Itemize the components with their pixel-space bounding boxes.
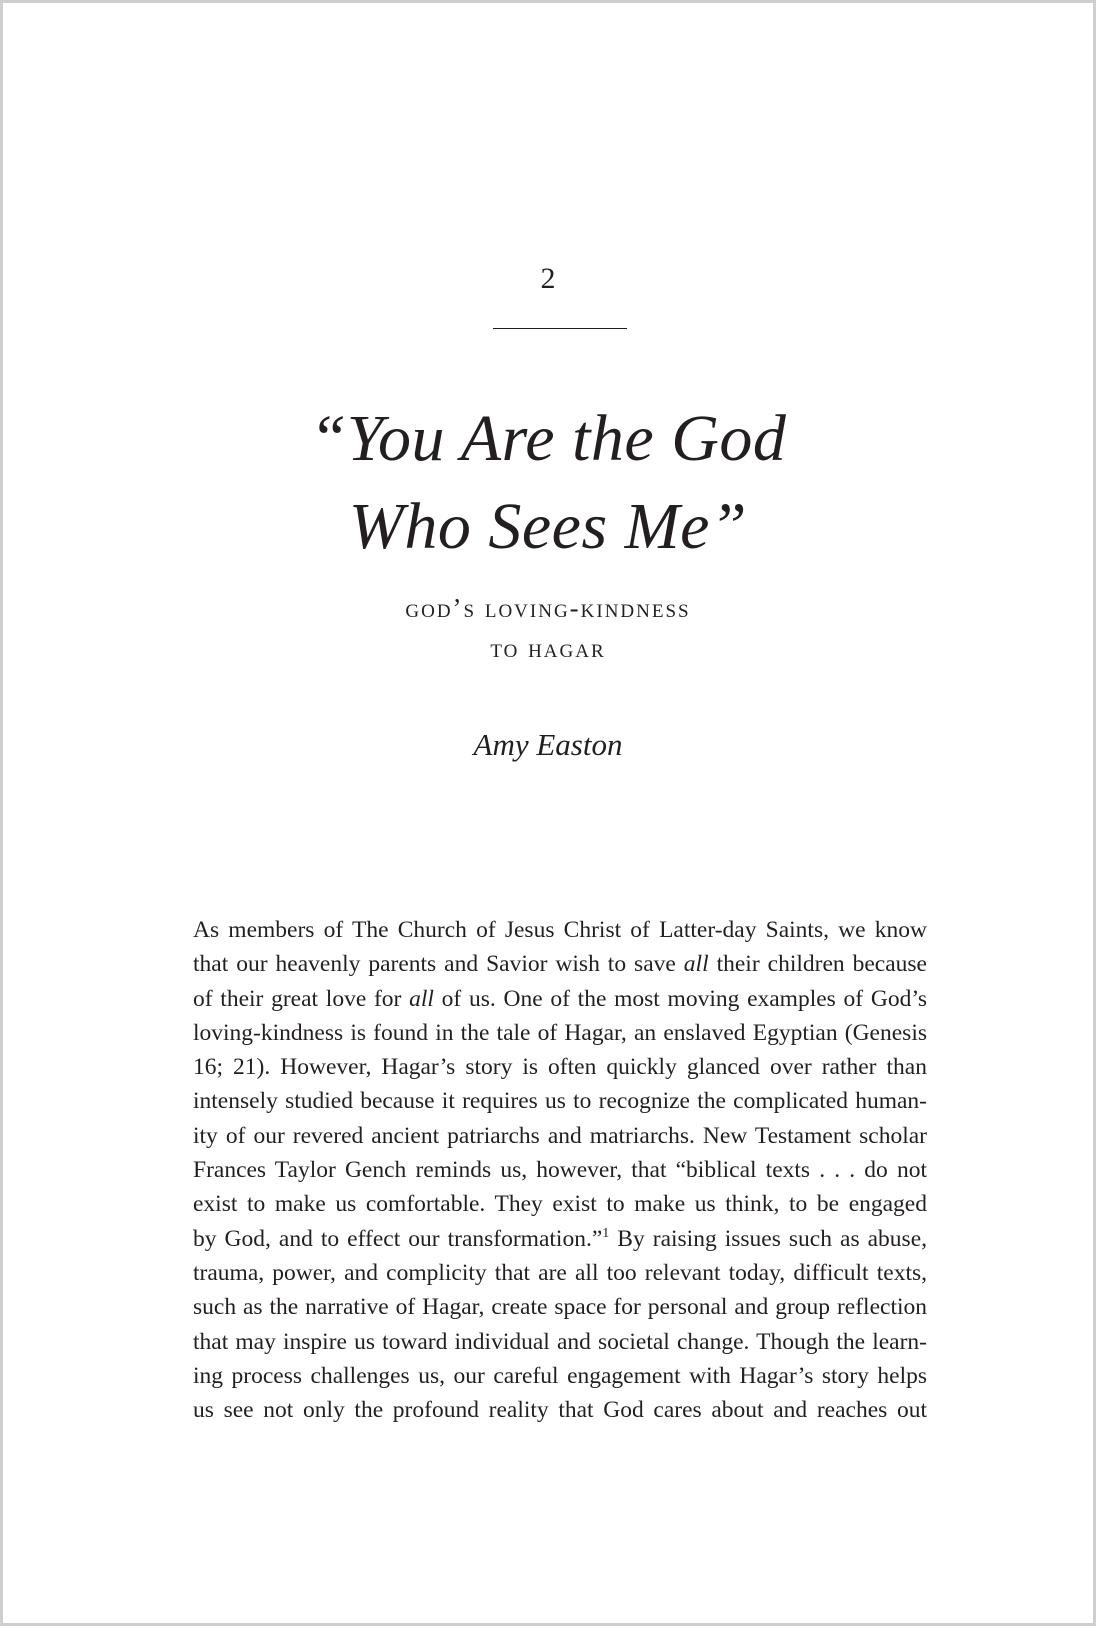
body-text-run: their children because [708, 951, 927, 978]
emphasis: all [409, 985, 434, 1012]
body-line [193, 1153, 927, 1187]
body-text-run: By raising issues such as abuse, [609, 1225, 927, 1252]
footnote-marker: 1 [602, 1225, 610, 1241]
chapter-number: 2 [540, 262, 556, 295]
body-text-run: by God, and to effect our transformation.” [193, 1225, 603, 1252]
body-text-run: ity of our revered ancient patriarchs and matriarchs. New Testament scholar [193, 1122, 927, 1149]
body-text-run: of their great love for [193, 985, 410, 1012]
body-text-run: 16; 21). However, Hagar’s story is often quickly glanced over rather than [193, 1054, 927, 1081]
body-paragraph [193, 913, 927, 1427]
body-line [193, 913, 927, 947]
chapter-title [3, 395, 1093, 571]
chapter-author: Amy Easton [473, 727, 623, 762]
body-text-run: that our heavenly parents and Savior wish to save [193, 951, 684, 978]
body-text-run: exist to make us comfortable. They exist to make us think, to be engaged [193, 1191, 927, 1218]
chapter-subtitle [3, 588, 1093, 668]
body-line [193, 1256, 927, 1290]
body-text-run: such as the narrative of Hagar, create space for personal and group reflection [193, 1294, 927, 1321]
chapter-subtitle-line: to hagar [490, 633, 606, 663]
body-text-run: that may inspire us toward individual and societal change. Though the learn- [193, 1328, 927, 1355]
body-line [193, 1222, 927, 1256]
emphasis: all [683, 951, 709, 978]
body-line [193, 1325, 927, 1359]
chapter-title-line: “You Are the God [309, 402, 787, 475]
body-text-run: loving-kindness is found in the tale of Hagar, an enslaved Egyptian (Genesis [193, 1019, 927, 1046]
body-text-run: As members of The Church of Jesus Christ of Latter-day Saints, we know [193, 917, 927, 943]
chapter-subtitle-line: god’s loving-kindness [405, 593, 691, 623]
body-line [193, 982, 927, 1016]
body-line [193, 1016, 927, 1050]
body-text-run: Frances Taylor Gench reminds us, however, that “biblical texts . . . do not [193, 1157, 927, 1184]
body-line [193, 1359, 927, 1393]
body-line [193, 1187, 927, 1221]
body-line [193, 1290, 927, 1324]
body-line [193, 947, 927, 981]
body-text-run: intensely studied because it requires us to recognize the complicated human- [193, 1088, 927, 1115]
body-line [193, 1119, 927, 1153]
chapter-title-line: Who Sees Me” [348, 490, 748, 563]
chapter-divider [493, 328, 627, 329]
body-line [193, 1050, 927, 1084]
body-text-run: us see not only the profound reality that God cares about and reaches out [193, 1397, 927, 1424]
body-line [193, 1084, 927, 1118]
body-text-run: trauma, power, and complicity that are all too relevant today, difficult texts, [193, 1259, 927, 1286]
body-text-run: ing process challenges us, our careful engagement with Hagar’s story helps [193, 1362, 927, 1389]
body-line [193, 1393, 927, 1427]
body-text-run: of us. One of the most moving examples of God’s [433, 985, 927, 1012]
